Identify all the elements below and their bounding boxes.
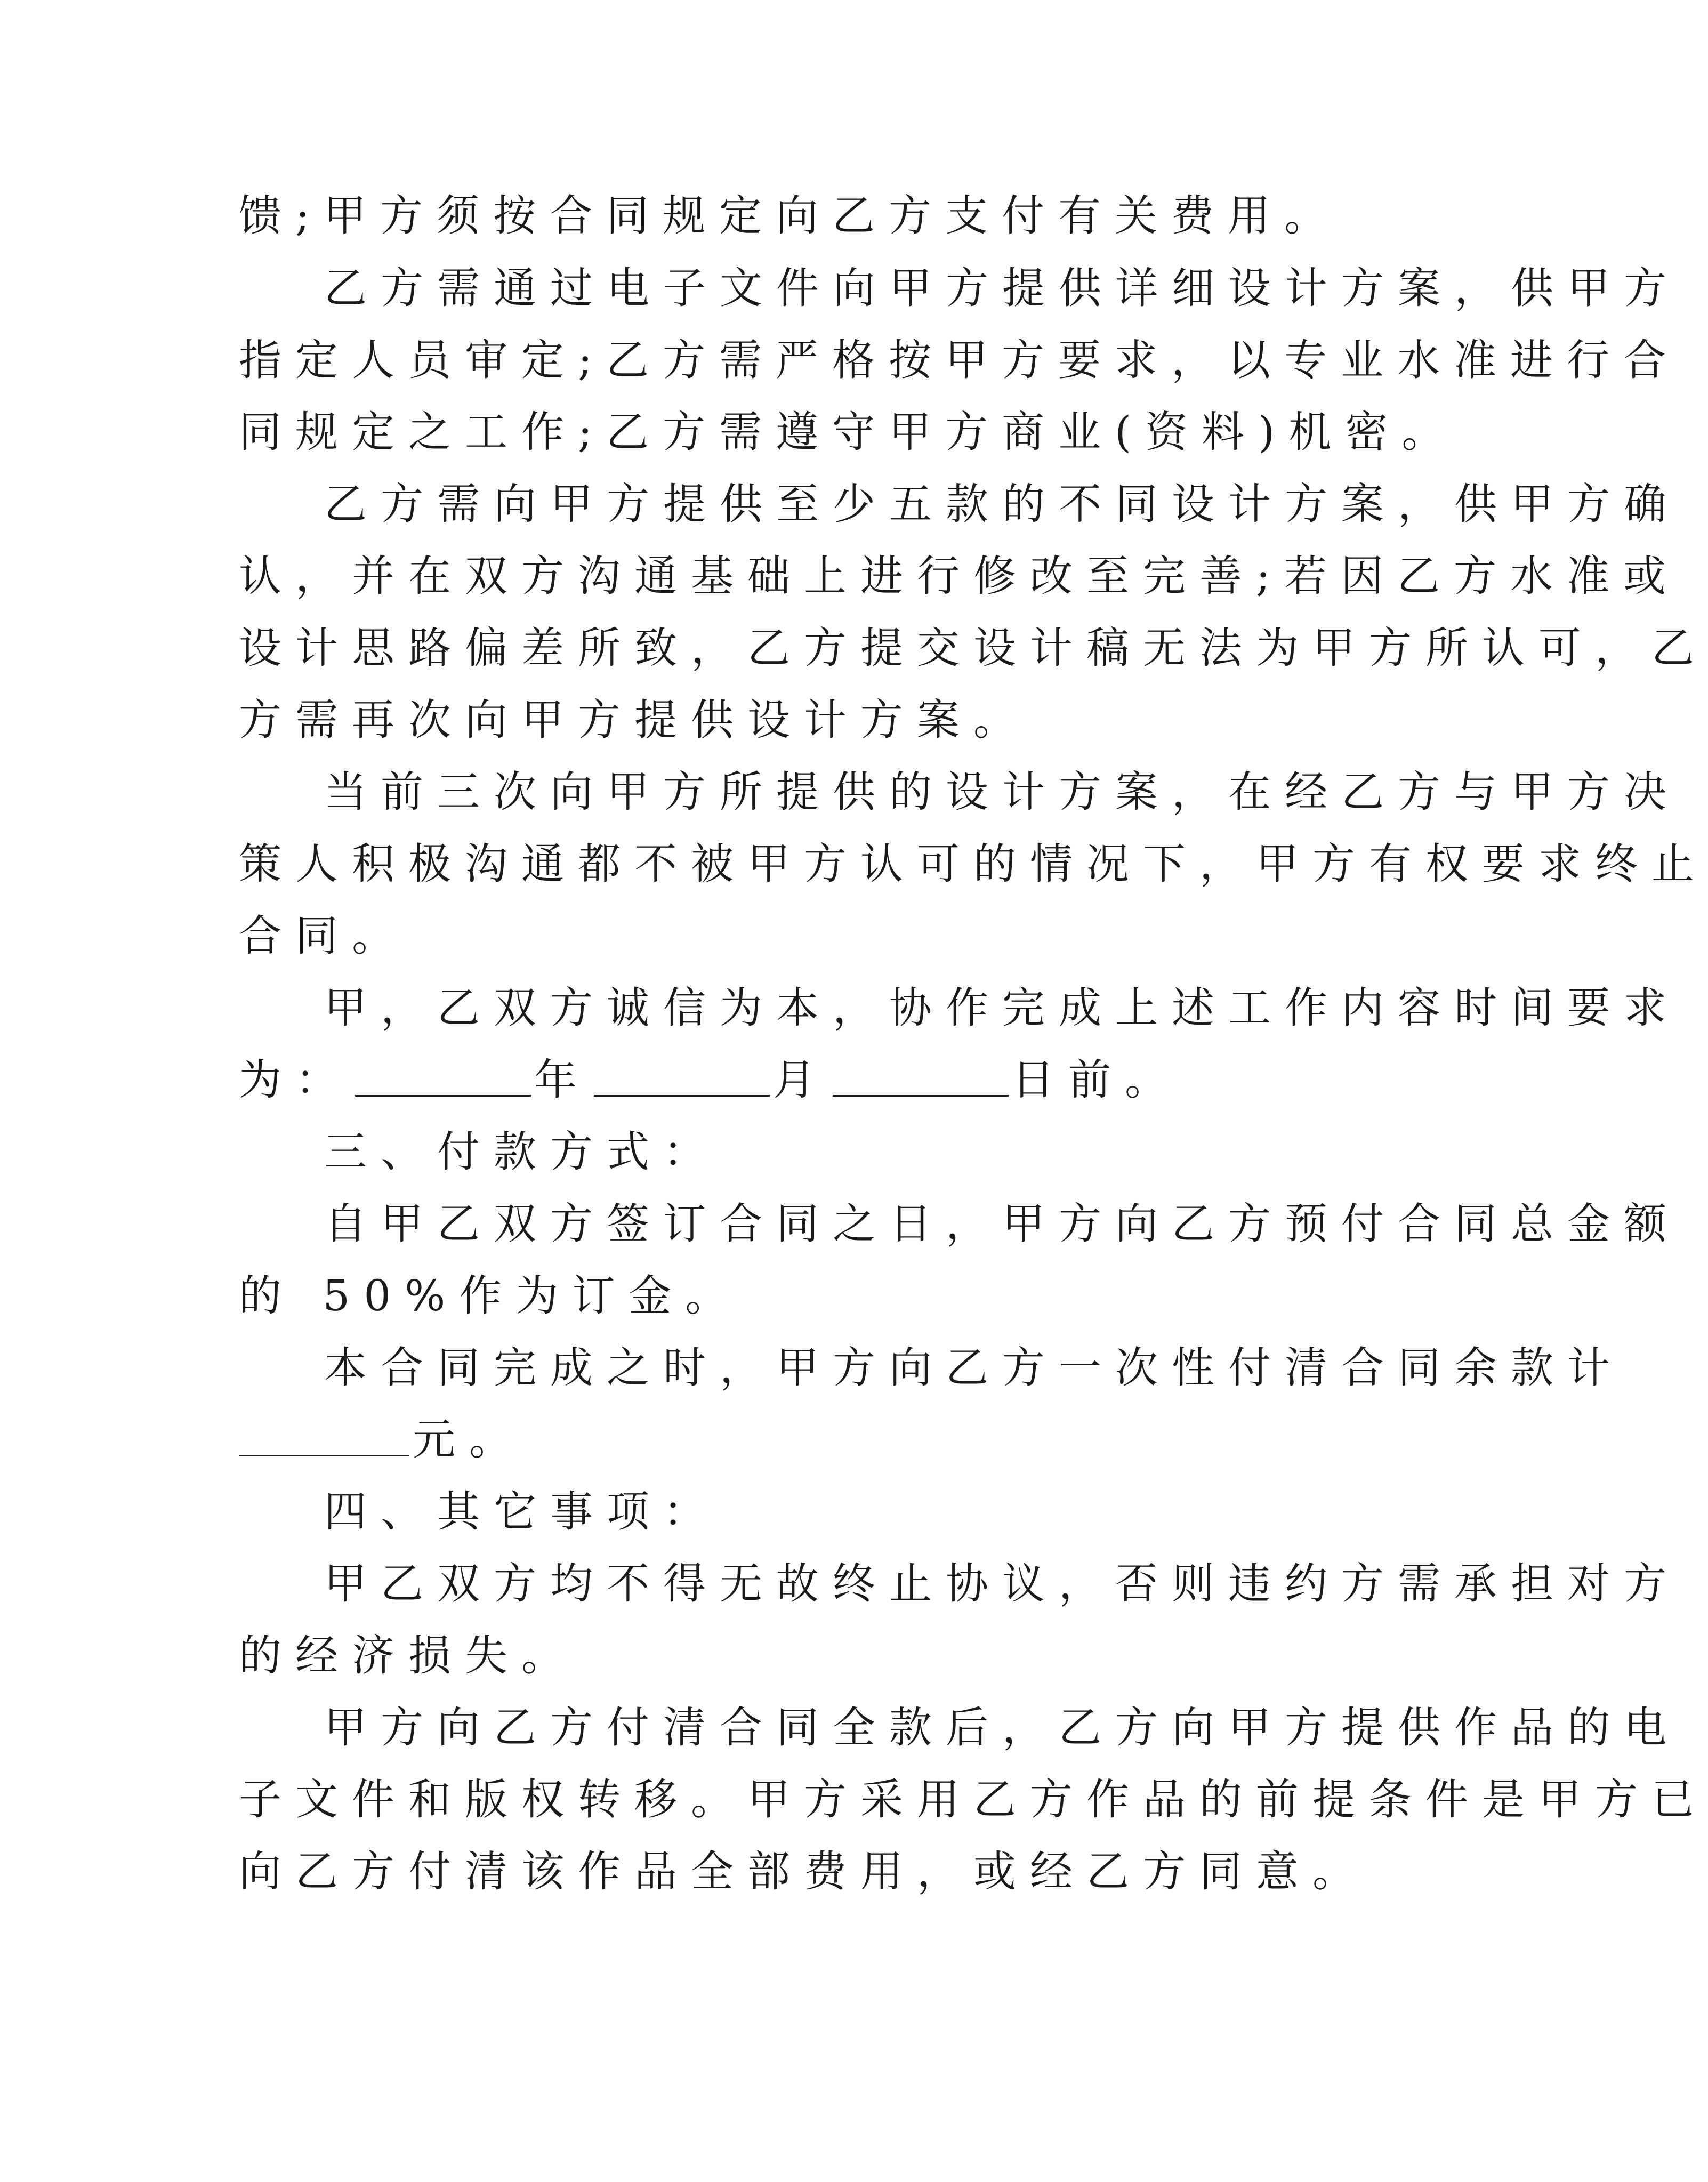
deadline-line (239, 1051, 1181, 1109)
paragraph-line: 策人积极沟通都不被甲方认可的情况下，甲方有权要求终止 (239, 839, 1708, 889)
paragraph-line: 设计思路偏差所致，乙方提交设计稿无法为甲方所认可，乙 (239, 623, 1708, 673)
paragraph-line: 认，并在双方沟通基础上进行修改至完善;若因乙方水准或 (239, 551, 1680, 601)
paragraph-line: 乙方需向甲方提供至少五款的不同设计方案，供甲方确 (324, 479, 1680, 529)
section-heading: 四、其它事项： (324, 1487, 720, 1536)
amount-blank (239, 1451, 409, 1456)
paragraph-line: 本合同完成之时，甲方向乙方一次性付清合同余款计 (324, 1343, 1624, 1392)
paragraph-line: 当前三次向甲方所提供的设计方案，在经乙方与甲方决 (324, 767, 1680, 817)
paragraph-line: 的 50%作为订金。 (239, 1271, 742, 1321)
balance-line (239, 1411, 526, 1469)
paragraph-line: 甲方向乙方付清合同全款后，乙方向甲方提供作品的电 (324, 1703, 1680, 1752)
paragraph-line: 向乙方付清该作品全部费用，或经乙方同意。 (239, 1847, 1369, 1896)
deadline-prefix: 为： (239, 1055, 352, 1105)
day-blank (833, 1091, 1009, 1097)
year-label: 年 (534, 1055, 591, 1105)
month-label: 月 (773, 1055, 829, 1105)
paragraph-line: 乙方需通过电子文件向甲方提供详细设计方案，供甲方 (324, 263, 1680, 313)
paragraph-line: 合同。 (239, 911, 408, 961)
section-heading: 三、付款方式： (324, 1127, 720, 1177)
amount-suffix: 元。 (413, 1415, 526, 1464)
paragraph-line: 方需再次向甲方提供设计方案。 (239, 695, 1030, 745)
paragraph-line: 同规定之工作;乙方需遵守甲方商业(资料)机密。 (239, 407, 1459, 457)
day-label: 日前。 (1012, 1055, 1181, 1105)
year-blank (355, 1091, 531, 1097)
paragraph-line: 甲乙双方均不得无故终止协议，否则违约方需承担对方 (324, 1559, 1680, 1608)
paragraph-line: 子文件和版权转移。甲方采用乙方作品的前提条件是甲方已 (239, 1775, 1708, 1824)
month-blank (594, 1091, 770, 1097)
paragraph-line: 指定人员审定;乙方需严格按甲方要求，以专业水准进行合 (239, 335, 1680, 385)
paragraph-line: 的经济损失。 (239, 1631, 578, 1680)
paragraph-line: 自甲乙双方签订合同之日，甲方向乙方预付合同总金额 (324, 1199, 1680, 1249)
paragraph-line: 甲，乙双方诚信为本，协作完成上述工作内容时间要求 (324, 983, 1680, 1033)
paragraph-line: 馈;甲方须按合同规定向乙方支付有关费用。 (239, 191, 1341, 240)
